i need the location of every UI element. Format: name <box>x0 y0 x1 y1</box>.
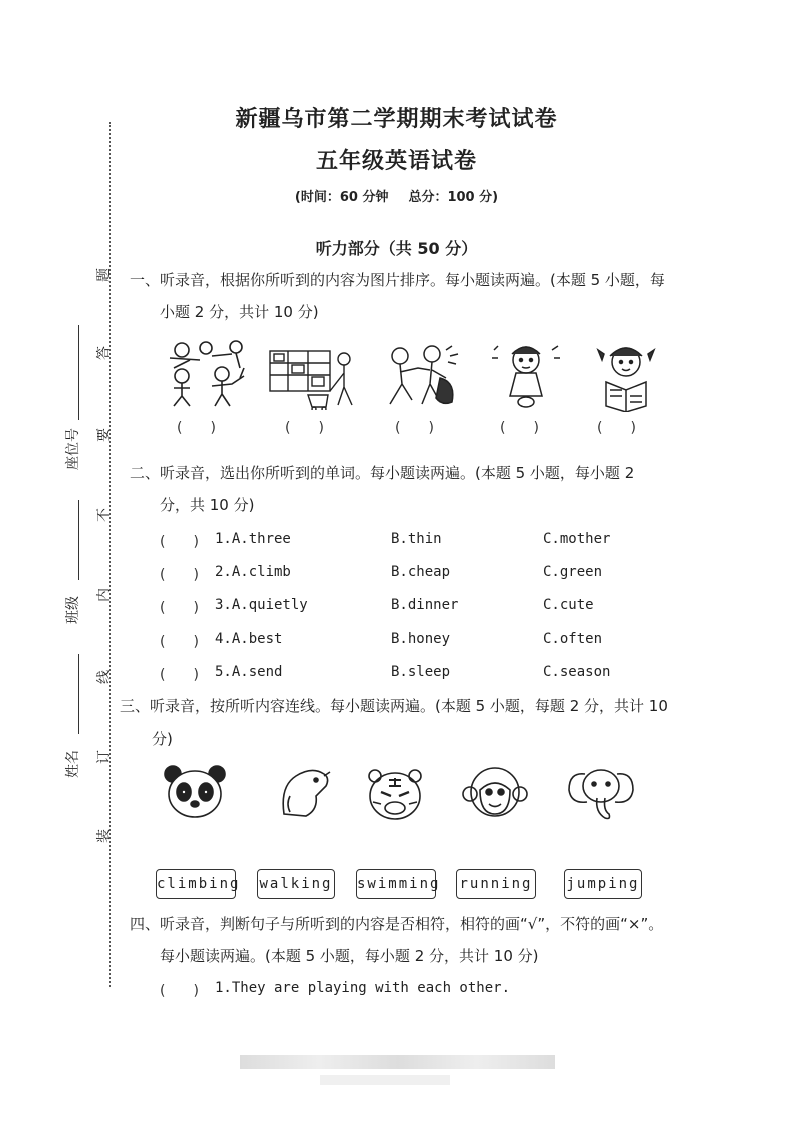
name-label: 姓名 <box>65 750 81 778</box>
q4-instruction-line2: 每小题读两遍。(本题 5 小题，每小题 2 分，共计 10 分) <box>160 947 539 965</box>
margin-char: 答 <box>96 346 112 360</box>
q2-item <box>160 531 611 551</box>
margin-char: 题 <box>96 268 112 282</box>
option-c: C.green <box>543 564 603 580</box>
exam-subtitle: 五年级英语试卷 <box>315 149 477 174</box>
option-b: B.honey <box>391 631 451 647</box>
q1-answer-blank[interactable]: ( ) <box>177 420 216 436</box>
margin-char: 不 <box>96 508 112 522</box>
q1-instruction-line1: 一、听录音，根据你所听到的内容为图片排序。每小题读两遍。(本题 5 小题，每 <box>130 271 665 289</box>
q4-answer-blank[interactable]: ( ) <box>160 983 199 999</box>
elephant-picture <box>565 764 637 824</box>
q1-answer-blank[interactable]: ( ) <box>285 420 324 436</box>
word-card-walking: walking <box>257 869 335 899</box>
seat-number-label: 座位号 <box>65 428 81 470</box>
q4-sentence: 1.They are playing with each other. <box>215 980 511 996</box>
margin-char: 装 <box>96 829 112 843</box>
score-info: 总分：100 分) <box>408 190 499 205</box>
option-b: B.dinner <box>391 597 459 613</box>
option-b: B.sleep <box>391 664 451 680</box>
q2-answer-blank[interactable]: ( ) <box>160 667 199 683</box>
girl-reading-picture <box>592 340 662 412</box>
q2-answer-blank[interactable]: ( ) <box>160 634 199 650</box>
q2-item <box>160 564 603 584</box>
option-a: 5.A.send <box>215 664 283 680</box>
q2-item <box>160 664 611 684</box>
margin-char: 要 <box>96 428 112 442</box>
margin-char: 订 <box>96 750 112 764</box>
time-info: (时间：60 分钟 <box>294 190 389 205</box>
tiger-picture <box>365 766 425 822</box>
option-c: C.cute <box>543 597 594 613</box>
word-card-running: running <box>456 869 536 899</box>
penguin-picture <box>276 766 332 820</box>
q2-instruction-line1: 二、听录音，选出你所听到的单词。每小题读两遍。(本题 5 小题，每小题 2 <box>130 464 635 482</box>
option-c: C.mother <box>543 531 611 547</box>
word-card-swimming: swimming <box>356 869 436 899</box>
option-c: C.often <box>543 631 603 647</box>
q1-instruction-line2: 小题 2 分，共计 10 分) <box>160 303 319 321</box>
shopping-cart-picture <box>268 345 356 410</box>
q4-instruction-line1: 四、听录音，判断句子与所听到的内容是否相符，相符的画“√”，不符的画“×”。 <box>130 915 664 933</box>
q1-answer-blank[interactable]: ( ) <box>395 420 434 436</box>
q1-answer-blank[interactable]: ( ) <box>500 420 539 436</box>
option-a: 2.A.climb <box>215 564 291 580</box>
option-a: 3.A.quietly <box>215 597 308 613</box>
q3-instruction-line2: 分) <box>152 730 173 748</box>
seat-number-blank[interactable] <box>78 325 79 420</box>
q2-answer-blank[interactable]: ( ) <box>160 600 199 616</box>
q2-item <box>160 631 603 651</box>
panda-picture <box>163 764 227 820</box>
q2-answer-blank[interactable]: ( ) <box>160 567 199 583</box>
option-a: 4.A.best <box>215 631 283 647</box>
class-label: 班级 <box>65 596 81 624</box>
section-title: 听力部分（共 50 分） <box>315 239 478 258</box>
option-a: 1.A.three <box>215 531 291 547</box>
word-card-jumping: jumping <box>564 869 642 899</box>
monkey-picture <box>462 764 528 822</box>
margin-char: 内 <box>96 588 112 602</box>
margin-char: 线 <box>96 670 112 684</box>
blurred-footer-line <box>320 1075 450 1085</box>
kids-playing-picture <box>160 338 252 410</box>
q1-answer-blank[interactable]: ( ) <box>597 420 636 436</box>
option-c: C.season <box>543 664 611 680</box>
q2-item <box>160 597 594 617</box>
word-card-climbing: climbing <box>156 869 236 899</box>
children-dancing-picture <box>380 342 462 412</box>
class-blank[interactable] <box>78 500 79 580</box>
option-b: B.thin <box>391 531 442 547</box>
option-b: B.cheap <box>391 564 451 580</box>
exam-title: 新疆乌市第二学期期末考试试卷 <box>235 107 558 132</box>
time-score-line <box>0 186 793 205</box>
name-blank[interactable] <box>78 654 79 734</box>
q4-item <box>160 980 511 1000</box>
blurred-footer <box>240 1055 555 1069</box>
q3-instruction-line1: 三、听录音，按所听内容连线。每小题读两遍。(本题 5 小题，每题 2 分，共计 10 <box>120 697 668 715</box>
q2-answer-blank[interactable]: ( ) <box>160 534 199 550</box>
girl-thinking-picture <box>490 340 566 412</box>
q2-instruction-line2: 分，共 10 分) <box>160 496 255 514</box>
